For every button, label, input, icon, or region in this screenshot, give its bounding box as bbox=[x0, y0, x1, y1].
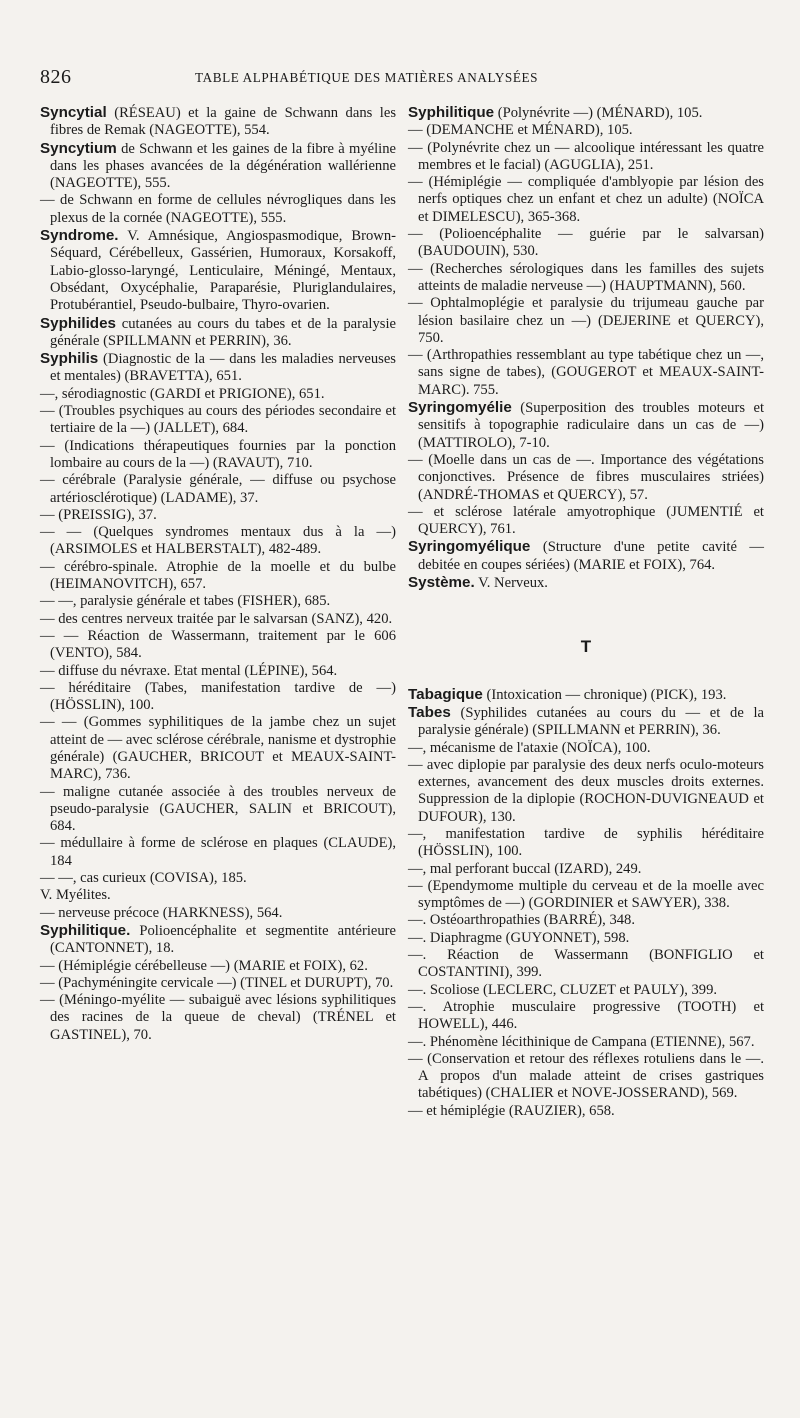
entry-text: —, sérodiagnostic (GARDI et PRIGIONE), 651. bbox=[40, 385, 325, 402]
index-entry bbox=[408, 912, 764, 929]
entry-heading: Système. bbox=[408, 574, 475, 592]
index-entry bbox=[408, 1103, 764, 1120]
index-entry bbox=[40, 104, 396, 140]
entry-text: —. Diaphragme (GUYONNET), 598. bbox=[408, 929, 630, 946]
entry-text: —. Ostéoarthropathies (BARRÉ), 348. bbox=[408, 912, 635, 929]
entry-text: de Schwann et les gaines de la fibre à myéline dans les phases avancées de la dégénération wallérienne (NAGEOTTE), 555. bbox=[50, 140, 396, 192]
index-entry bbox=[408, 704, 764, 740]
entry-text: — (Arthropathies ressemblant au type tabétique chez un —, sans signe de tabes), (GOUGEROT et MEAUX-SAINT-MARC). 755. bbox=[408, 347, 764, 398]
index-entry bbox=[40, 192, 396, 227]
index-entry bbox=[408, 861, 764, 878]
index-entry bbox=[40, 386, 396, 403]
index-entry bbox=[408, 261, 764, 296]
entry-text: — — (Gommes syphilitiques de la jambe chez un sujet atteint de — avec sclérose cérébrale, nanisme et dystrophie générale) (GAUCHER, BRICOUT et MEAUX-SAINT-MARC), 736. bbox=[40, 714, 396, 783]
entry-text: — maligne cutanée associée à des troubles nerveux de pseudo-paralysie (GAUCHER, SALIN et BRICOUT), 684. bbox=[40, 783, 396, 835]
entry-text: — (DEMANCHE et MÉNARD), 105. bbox=[408, 122, 633, 139]
entry-text: — (Recherches sérologiques dans les familles des sujets atteints de maladie nerveuse —) (HAUPTMANN), 560. bbox=[408, 260, 764, 294]
entry-text: — — Réaction de Wassermann, traitement par le 606 (VENTO), 584. bbox=[40, 627, 396, 662]
index-entry bbox=[408, 878, 764, 913]
entry-text: — (Conservation et retour des réflexes rotuliens dans le —. A propos d'un malade atteint de crises gastriques tabétiques) (CHALIER et NOVE-JOSSERAND), 569. bbox=[408, 1050, 764, 1102]
index-entry bbox=[408, 399, 764, 452]
index-entry bbox=[40, 714, 396, 783]
index-entry bbox=[40, 507, 396, 524]
index-column-right bbox=[408, 104, 764, 1120]
index-entry bbox=[408, 930, 764, 947]
entry-text: — médullaire à forme de sclérose en plaques (CLAUDE), 184 bbox=[40, 835, 396, 869]
entry-text: — (Polioencéphalite — guérie par le salvarsan) (BAUDOUIN), 530. bbox=[408, 226, 764, 260]
index-entry bbox=[40, 887, 396, 904]
index-entry bbox=[408, 947, 764, 982]
entry-heading: Syphilis bbox=[40, 350, 99, 368]
entry-heading: Syncytium bbox=[40, 139, 117, 157]
index-entry bbox=[40, 922, 396, 958]
index-entry bbox=[40, 403, 396, 438]
index-entry bbox=[40, 958, 396, 975]
index-entry bbox=[40, 680, 396, 715]
entry-text: — —, cas curieux (COVISA), 185. bbox=[40, 870, 247, 887]
index-entry bbox=[408, 999, 764, 1034]
index-entry bbox=[408, 226, 764, 261]
index-entry bbox=[40, 870, 396, 887]
entry-text: — (Hémiplégie cérébelleuse —) (MARIE et FOIX), 62. bbox=[40, 957, 368, 974]
index-entry bbox=[40, 227, 396, 314]
entry-text: V. Myélites. bbox=[40, 887, 111, 904]
index-entry bbox=[408, 1051, 764, 1103]
index-entry bbox=[40, 975, 396, 992]
entry-heading: Syphilides bbox=[40, 314, 116, 332]
entry-heading: Tabes bbox=[408, 703, 451, 721]
entry-text: — (Méningo-myélite — subaiguë avec lésions syphilitiques des racines de la queue de cheval) (TRÉNEL et GASTINEL), 70. bbox=[40, 992, 396, 1043]
entry-text: —. Phénomène lécithinique de Campana (ETIENNE), 567. bbox=[408, 1033, 755, 1050]
entry-text: — héréditaire (Tabes, manifestation tardive de —) (HÖSSLIN), 100. bbox=[40, 679, 396, 714]
entry-heading: Syphilitique. bbox=[40, 921, 131, 939]
entry-heading: Syphilitique bbox=[408, 104, 495, 121]
entry-text: — (Troubles psychiques au cours des périodes secondaire et tertiaire de la —) (JALLET), 684. bbox=[40, 403, 396, 437]
section-letter: T bbox=[580, 637, 592, 657]
index-entry bbox=[40, 905, 396, 922]
entry-text: — de Schwann en forme de cellules névrogliques dans les plexus de la cornée (NAGEOTTE), 555. bbox=[40, 192, 396, 226]
entry-text: (Superposition des troubles moteurs et sensitifs à topographie radiculaire dans un cas de —) (MATTIROLO), 7-10. bbox=[418, 400, 764, 451]
entry-text: (RÉSEAU) et la gaine de Schwann dans les fibres de Remak (NAGEOTTE), 554. bbox=[50, 105, 397, 139]
index-entry bbox=[408, 295, 764, 347]
running-head: TABLE ALPHABÉTIQUE DES MATIÈRES ANALYSÉES bbox=[195, 70, 539, 85]
index-entry bbox=[408, 740, 764, 757]
entry-text: —, mécanisme de l'ataxie (NOÏCA), 100. bbox=[408, 739, 651, 756]
index-entry bbox=[408, 826, 764, 861]
entry-text: —. Réaction de Wassermann (BONFIGLIO et COSTANTINI), 399. bbox=[408, 947, 764, 981]
index-entry bbox=[408, 538, 764, 574]
entry-heading: Syncytial bbox=[40, 104, 107, 121]
entry-text: (Structure d'une petite cavité — debitée en coupes sériées) (MARIE et FOIX), 764. bbox=[418, 539, 764, 573]
index-entry bbox=[408, 686, 764, 704]
index-column-left bbox=[40, 104, 396, 1044]
index-entry bbox=[408, 452, 764, 504]
entry-text: — (Pachyméningite cervicale —) (TINEL et DURUPT), 70. bbox=[40, 974, 394, 991]
index-entry bbox=[40, 835, 396, 870]
index-entry bbox=[40, 992, 396, 1044]
index-entry bbox=[40, 663, 396, 680]
entry-text: — (Moelle dans un cas de —. Importance des végétations conjonctives. Présence de fibres musculaires striées) (ANDRÉ-THOMAS et QUERCY), 57. bbox=[408, 451, 764, 503]
index-entry bbox=[40, 140, 396, 193]
index-entry bbox=[408, 104, 764, 122]
entry-text: — (Polynévrite chez un — alcoolique intéressant les quatre membres et le facial) (AGUGLIA), 251. bbox=[408, 139, 764, 173]
entry-text: V. Nerveux. bbox=[478, 575, 548, 592]
entry-text: — et sclérose latérale amyotrophique (JUMENTIÉ et QUERCY), 761. bbox=[408, 503, 764, 538]
index-entry bbox=[408, 982, 764, 999]
index-entry bbox=[408, 174, 764, 226]
entry-text: — (PREISSIG), 37. bbox=[40, 506, 157, 523]
page-header bbox=[40, 66, 760, 94]
entry-text: — diffuse du névraxe. Etat mental (LÉPINE), 564. bbox=[40, 662, 338, 679]
entry-heading: Syringomyélie bbox=[408, 399, 512, 417]
entry-text: — et hémiplégie (RAUZIER), 658. bbox=[408, 1102, 615, 1119]
entry-text: —, mal perforant buccal (IZARD), 249. bbox=[408, 860, 642, 877]
entry-heading: Syringomyélique bbox=[408, 538, 531, 556]
entry-text: cutanées au cours du tabes et de la paralysie générale (SPILLMANN et PERRIN), 36. bbox=[50, 315, 396, 349]
entry-text: (Intoxication — chronique) (PICK), 193. bbox=[486, 686, 727, 703]
page-number: 826 bbox=[40, 66, 72, 88]
entry-heading: Syndrome. bbox=[40, 227, 119, 245]
entry-text: — cérébro-spinale. Atrophie de la moelle et du bulbe (HEIMANOVITCH), 657. bbox=[40, 558, 396, 593]
entry-text: — — (Quelques syndromes mentaux dus à la —) (ARSIMOLES et HALBERSTALT), 482-489. bbox=[40, 524, 396, 558]
entry-text: — cérébrale (Paralysie générale, — diffuse ou psychose artériosclérotique) (LADAME), 37. bbox=[40, 472, 396, 506]
index-entry bbox=[40, 438, 396, 473]
index-entry bbox=[408, 347, 764, 399]
index-entry bbox=[40, 315, 396, 351]
entry-text: —, manifestation tardive de syphilis héréditaire (HÖSSLIN), 100. bbox=[408, 825, 764, 860]
entry-text: — (Hémiplégie — compliquée d'amblyopie par lésion des nerfs optiques chez un enfant et chez un adulte) (NOÏCA et DIMELESCU), 365-368. bbox=[408, 174, 764, 225]
index-entry bbox=[408, 574, 764, 592]
entry-text: — avec diplopie par paralysie des deux nerfs oculo-moteurs externes, avancement des deux muscles droits externes. Suppression de la diplopie (ROCHON-DUVIGNEAUD et DUFOUR), 130. bbox=[408, 756, 764, 825]
index-entry bbox=[408, 504, 764, 539]
index-entry bbox=[408, 140, 764, 175]
entry-text: (Syphilides cutanées au cours du — et de la paralysie générale) (SPILLMANN et PERRIN), 36. bbox=[418, 704, 764, 739]
index-entry bbox=[40, 628, 396, 663]
index-entry bbox=[408, 122, 764, 139]
index-entry bbox=[40, 593, 396, 610]
entry-text: — (Indications thérapeutiques fournies par la ponction lombaire au cours de la —) (RAVAUT), 710. bbox=[40, 437, 396, 471]
entry-heading: Tabagique bbox=[408, 685, 483, 703]
entry-text: —. Scoliose (LECLERC, CLUZET et PAULY), 399. bbox=[408, 981, 718, 998]
index-entry bbox=[40, 559, 396, 594]
entry-text: (Polynévrite —) (MÉNARD), 105. bbox=[497, 105, 703, 121]
entry-text: Polioencéphalite et segmentite antérieure (CANTONNET), 18. bbox=[50, 922, 396, 957]
entry-text: (Diagnostic de la — dans les maladies nerveuses et mentales) (BRAVETTA), 651. bbox=[50, 351, 396, 385]
index-entry bbox=[40, 611, 396, 628]
index-entry bbox=[40, 350, 396, 386]
entry-text: V. Amnésique, Angiospasmodique, Brown-Séquard, Cérébelleux, Gassérien, Humoraux, Korsakoff, Labio-glosso-laryngé, Lenticulaire, Méningé, Mentaux, Obsédant, Oxycéphalie, Paraparésie, Pluriglandulaires, Protubérantiel, Pseudo-bulbaire, Thyro-ovarien. bbox=[50, 228, 396, 314]
index-entry bbox=[40, 784, 396, 836]
entry-text: — Ophtalmoplégie et paralysie du trijumeau gauche par lésion basilaire chez un —) (DEJERINE et QUERCY), 750. bbox=[408, 295, 764, 346]
entry-text: — (Ependymome multiple du cerveau et de la moelle avec symptômes de —) (GORDINIER et SAWYER), 338. bbox=[408, 877, 764, 912]
index-entry bbox=[40, 472, 396, 507]
index-entry bbox=[408, 757, 764, 826]
entry-text: — des centres nerveux traitée par le salvarsan (SANZ), 420. bbox=[40, 610, 393, 627]
index-entry bbox=[40, 524, 396, 559]
entry-text: — nerveuse précoce (HARKNESS), 564. bbox=[40, 904, 283, 921]
entry-text: — —, paralysie générale et tabes (FISHER), 685. bbox=[40, 593, 331, 610]
index-entry bbox=[408, 1034, 764, 1051]
entry-text: —. Atrophie musculaire progressive (TOOTH) et HOWELL), 446. bbox=[408, 998, 764, 1033]
